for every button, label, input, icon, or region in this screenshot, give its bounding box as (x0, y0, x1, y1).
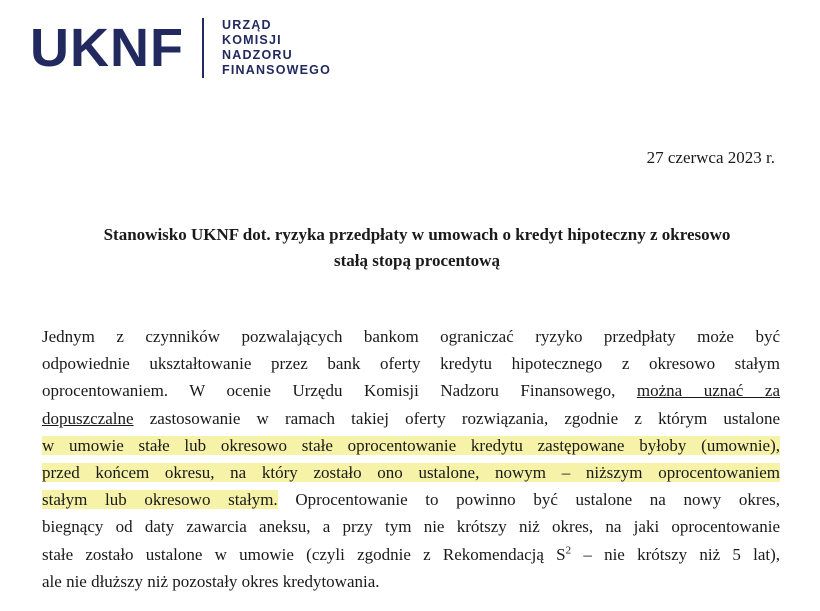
uknf-logo (30, 18, 331, 78)
highlighted-text-2: przed końcem okresu, na który zostało ono ustalone, nowym – niższym oprocentowaniem (42, 463, 780, 483)
body-line-9 (42, 541, 780, 568)
body-line-5 (42, 432, 780, 459)
body-line-8: biegnący od daty zawarcia aneksu, a przy tym nie krótszy niż okres, na jaki oprocentowanie (42, 517, 780, 537)
logo-line-2: KOMISJI (221, 33, 282, 47)
logo-line-3: NADZORU (221, 48, 293, 62)
document-date: 27 czerwca 2023 r. (646, 148, 775, 167)
underlined-phrase-2: dopuszczalne (42, 408, 134, 428)
body-line-3-text: oprocentowaniem. W ocenie Urzędu Komisji Nadzoru Finansowego, (42, 381, 637, 401)
underlined-phrase-1: można uznać za (636, 381, 780, 401)
body-line-4 (42, 405, 780, 432)
logo-text (222, 18, 331, 78)
body-line-3 (42, 377, 780, 404)
highlighted-text-3: stałym lub okresowo stałym. (42, 490, 278, 510)
body-line-9-text-a: stałe zostało ustalone w umowie (czyli zgodnie z Rekomendacją S (42, 544, 566, 564)
logo-mark: UKNF (30, 18, 184, 78)
body-line-7-text: Oprocentowanie to powinno być ustalone na nowy okres, (277, 490, 780, 510)
logo-divider (202, 18, 204, 78)
logo-line-1: URZĄD (221, 18, 272, 32)
body-line-7 (42, 486, 780, 513)
body-line-10: ale nie dłuższy niż pozostały okres kredytowania. (42, 571, 380, 591)
document-body (42, 323, 780, 595)
title-line-1: Stanowisko UKNF dot. ryzyka przedpłaty w umowach o kredyt hipoteczny z okresowo (103, 225, 731, 244)
body-line-6 (42, 459, 780, 486)
highlighted-text-1: w umowie stałe lub okresowo stałe oprocentowanie kredytu zastępowane byłoby (umownie), (42, 435, 780, 455)
body-line-1: Jednym z czynników pozwalających bankom ograniczać ryzyko przedpłaty może być (42, 327, 780, 346)
logo-line-4: FINANSOWEGO (221, 63, 332, 77)
document-title (92, 222, 742, 274)
body-line-4-text: zastosowanie w ramach takiej oferty rozwiązania, zgodnie z którym ustalone (133, 408, 780, 428)
body-paragraph (42, 323, 780, 595)
title-line-2: stałą stopą procentową (334, 251, 500, 270)
body-line-2: odpowiednie ukształtowanie przez bank oferty kredytu hipotecznego z okresowo stałym (42, 354, 780, 374)
superscript-2: 2 (565, 543, 572, 556)
body-line-9-text-b: – nie krótszy niż 5 lat), (571, 544, 780, 564)
